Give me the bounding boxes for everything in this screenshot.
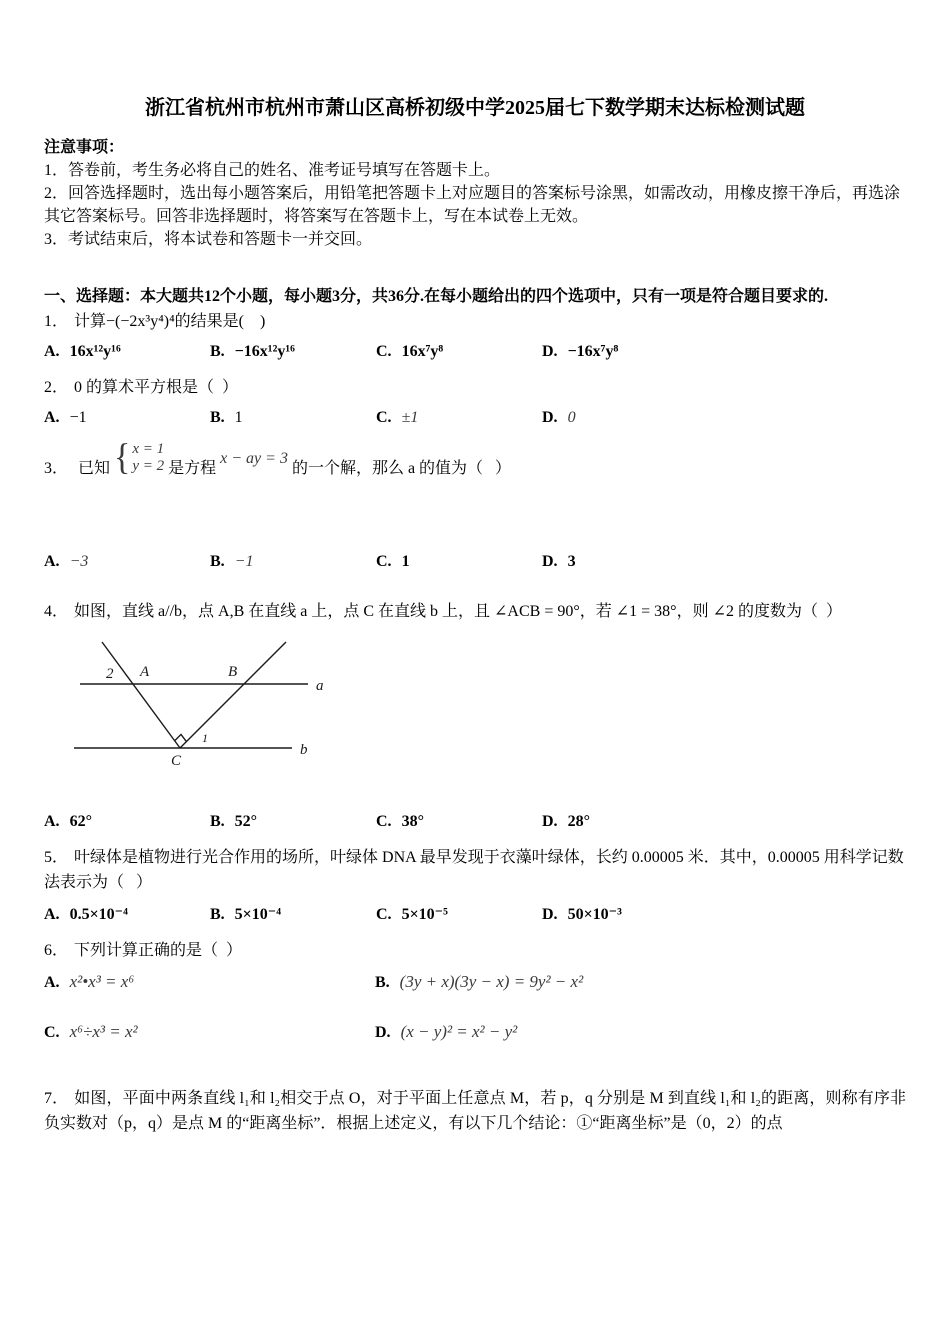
option-value: 5×10⁻⁵ bbox=[401, 906, 448, 923]
option-label: A. bbox=[44, 813, 60, 830]
option-value: 38° bbox=[401, 813, 424, 830]
question-3-option-a bbox=[44, 553, 210, 571]
option-label: C. bbox=[44, 1024, 60, 1041]
question-number: 7． bbox=[44, 1090, 69, 1107]
question-1-options bbox=[44, 343, 906, 361]
option-label: A. bbox=[44, 906, 60, 923]
equation-system bbox=[114, 437, 165, 478]
question-3-option-d bbox=[542, 553, 576, 571]
question-text: 0 的算术平方根是（ ） bbox=[74, 379, 239, 396]
option-label: B. bbox=[210, 409, 225, 426]
question-2-stem bbox=[44, 375, 906, 400]
question-number: 4． bbox=[44, 603, 69, 620]
question-text-mid: 是方程 bbox=[168, 460, 217, 477]
line-a-label: a bbox=[316, 678, 324, 694]
question-text: 如图，平面中两条直线 l₁和 l₂相交于点 O，对于平面上任意点 M，若 p，q 分别是 M 到直线 l₁和 l₂的距离，则称有序非负实数对（p，q）是点 M 的“距离坐标”．根据上述定义，有以下几个结论：①“距离坐标”是（0，2）的点 bbox=[44, 1090, 906, 1132]
option-value: (x − y)² = x² − y² bbox=[400, 1022, 518, 1041]
question-text: 叶绿体是植物进行光合作用的场所，叶绿体 DNA 最早发现于衣藻叶绿体，长约 0.00005 米．其中，0.00005 用科学记数法表示为（ ） bbox=[44, 849, 904, 891]
option-label: B. bbox=[375, 974, 390, 991]
question-1-option-d bbox=[542, 343, 618, 361]
option-label: B. bbox=[210, 813, 225, 830]
question-6-stem bbox=[44, 938, 906, 963]
angle-1-label: 1 bbox=[202, 731, 208, 745]
question-3 bbox=[44, 437, 906, 571]
question-2-option-b bbox=[210, 409, 376, 427]
option-label: B. bbox=[210, 906, 225, 923]
question-4-options bbox=[44, 813, 906, 831]
question-5-option-c bbox=[376, 904, 542, 924]
option-value: 3 bbox=[567, 553, 576, 570]
question-5-option-a bbox=[44, 904, 210, 924]
option-value: 52° bbox=[234, 813, 258, 830]
question-number: 5． bbox=[44, 849, 69, 866]
point-C-label: C bbox=[171, 753, 182, 769]
option-label: A. bbox=[44, 409, 60, 426]
line-b-label: b bbox=[300, 742, 308, 758]
question-4 bbox=[44, 599, 906, 831]
question-4-option-b bbox=[210, 813, 376, 831]
option-label: D. bbox=[542, 343, 558, 360]
question-7-stem bbox=[44, 1086, 906, 1136]
option-label: C. bbox=[376, 813, 392, 830]
option-label: D. bbox=[542, 409, 558, 426]
option-value: −16x¹²y¹⁶ bbox=[234, 343, 295, 360]
notice-heading: 注意事项： bbox=[44, 139, 125, 156]
question-4-option-c bbox=[376, 813, 542, 831]
question-5-stem bbox=[44, 845, 906, 895]
question-5 bbox=[44, 845, 906, 924]
question-5-option-d bbox=[542, 904, 622, 924]
point-B-label: B bbox=[228, 664, 238, 680]
option-label: D. bbox=[542, 906, 558, 923]
option-value: −1 bbox=[234, 553, 254, 570]
equation: x − ay = 3 bbox=[220, 450, 288, 467]
question-6-option-d bbox=[375, 1022, 517, 1042]
question-number: 6． bbox=[44, 942, 69, 959]
question-6-option-b bbox=[375, 972, 583, 992]
question-2-options bbox=[44, 409, 906, 427]
question-4-stem bbox=[44, 599, 906, 624]
option-label: D. bbox=[542, 813, 558, 830]
section-one-heading: 一、选择题：本大题共12个小题，每小题3分，共36分.在每小题给出的四个选项中，只有一项是符合题目要求的. bbox=[44, 288, 829, 305]
system-brace: { bbox=[114, 437, 131, 478]
question-3-option-c bbox=[376, 553, 542, 571]
question-1-option-a bbox=[44, 343, 210, 361]
question-text: 计算−(−2x³y⁴)⁴的结果是( ) bbox=[74, 313, 266, 330]
option-label: A. bbox=[44, 553, 60, 570]
question-3-option-b bbox=[210, 553, 376, 571]
option-value: x²•x³ = x⁶ bbox=[69, 972, 135, 991]
question-1-stem bbox=[44, 309, 906, 334]
option-label: B. bbox=[210, 553, 225, 570]
option-value: 0.5×10⁻⁴ bbox=[69, 906, 128, 923]
option-value: 5×10⁻⁴ bbox=[234, 906, 282, 923]
option-value: −16x⁷y⁸ bbox=[567, 343, 619, 360]
question-number: 3． bbox=[44, 460, 69, 477]
option-label: D. bbox=[375, 1024, 391, 1041]
question-5-options bbox=[44, 904, 906, 924]
question-text-suffix: 的一个解，那么 a 的值为（ ） bbox=[291, 460, 512, 477]
option-value: 28° bbox=[567, 813, 590, 830]
segment-through-A-to-C bbox=[102, 642, 180, 748]
question-number: 1． bbox=[44, 313, 69, 330]
option-value: x⁶÷x³ = x² bbox=[69, 1022, 138, 1041]
question-text: 下列计算正确的是（ ） bbox=[74, 942, 243, 959]
system-line-2: y = 2 bbox=[132, 458, 165, 474]
question-6 bbox=[44, 938, 906, 1072]
segment-C-through-B bbox=[180, 642, 286, 748]
question-2 bbox=[44, 375, 906, 427]
option-value: −1 bbox=[69, 409, 87, 426]
point-A-label: A bbox=[140, 664, 150, 680]
question-2-option-a bbox=[44, 409, 210, 427]
question-7 bbox=[44, 1086, 906, 1136]
option-label: C. bbox=[376, 906, 392, 923]
option-value: 1 bbox=[234, 409, 243, 426]
notice-item-2: 2．回答选择题时，选出每小题答案后，用铅笔把答题卡上对应题目的答案标号涂黑，如需改动，用橡皮擦干净后，再选涂其它答案标号。回答非选择题时，将答案写在答题卡上，写在本试卷上无效。 bbox=[44, 185, 901, 225]
option-value: ±1 bbox=[401, 409, 419, 426]
question-2-option-c bbox=[376, 409, 542, 427]
notice-item-1: 1．答卷前，考生务必将自己的姓名、准考证号填写在答题卡上。 bbox=[44, 162, 501, 179]
option-label: A. bbox=[44, 343, 60, 360]
question-4-option-a bbox=[44, 813, 210, 831]
question-6-option-c bbox=[44, 1022, 375, 1042]
option-value: 16x⁷y⁸ bbox=[401, 343, 444, 360]
question-3-options bbox=[44, 553, 906, 571]
option-value: 62° bbox=[69, 813, 92, 830]
question-6-option-a bbox=[44, 972, 375, 992]
page-title: 浙江省杭州市杭州市萧山区高桥初级中学2025届七下数学期末达标检测试题 bbox=[145, 97, 805, 119]
angle-2-label: 2 bbox=[106, 666, 114, 682]
option-label: C. bbox=[376, 553, 392, 570]
question-6-options bbox=[44, 972, 906, 1072]
question-1-option-c bbox=[376, 343, 542, 361]
question-text: 如图，直线 a//b，点 A,B 在直线 a 上，点 C 在直线 b 上，且 ∠ACB = 90°，若 ∠1 = 38°，则 ∠2 的度数为（ ） bbox=[74, 603, 842, 620]
question-1 bbox=[44, 309, 906, 361]
question-4-option-d bbox=[542, 813, 590, 831]
option-value: 50×10⁻³ bbox=[567, 906, 622, 923]
system-line-1: x = 1 bbox=[132, 441, 165, 457]
notice-item-3: 3．考试结束后，将本试卷和答题卡一并交回。 bbox=[44, 231, 373, 248]
option-label: C. bbox=[376, 409, 392, 426]
option-value: −3 bbox=[69, 553, 89, 570]
system-lines bbox=[132, 441, 164, 475]
option-label: B. bbox=[210, 343, 225, 360]
question-text-prefix: 已知 bbox=[78, 460, 111, 477]
option-label: C. bbox=[376, 343, 392, 360]
option-value: (3y + x)(3y − x) = 9y² − x² bbox=[399, 972, 584, 991]
question-1-option-b bbox=[210, 343, 376, 361]
option-value: 16x¹²y¹⁶ bbox=[69, 343, 121, 360]
question-number: 2． bbox=[44, 379, 69, 396]
question-5-option-b bbox=[210, 904, 376, 924]
option-value: 1 bbox=[401, 553, 410, 570]
question-2-option-d bbox=[542, 409, 576, 427]
question-4-figure bbox=[68, 636, 348, 771]
question-3-stem bbox=[44, 437, 906, 481]
notice-section bbox=[44, 136, 906, 251]
right-angle-mark bbox=[175, 734, 187, 741]
option-label: A. bbox=[44, 974, 60, 991]
option-label: D. bbox=[542, 553, 558, 570]
option-value: 0 bbox=[567, 409, 576, 426]
